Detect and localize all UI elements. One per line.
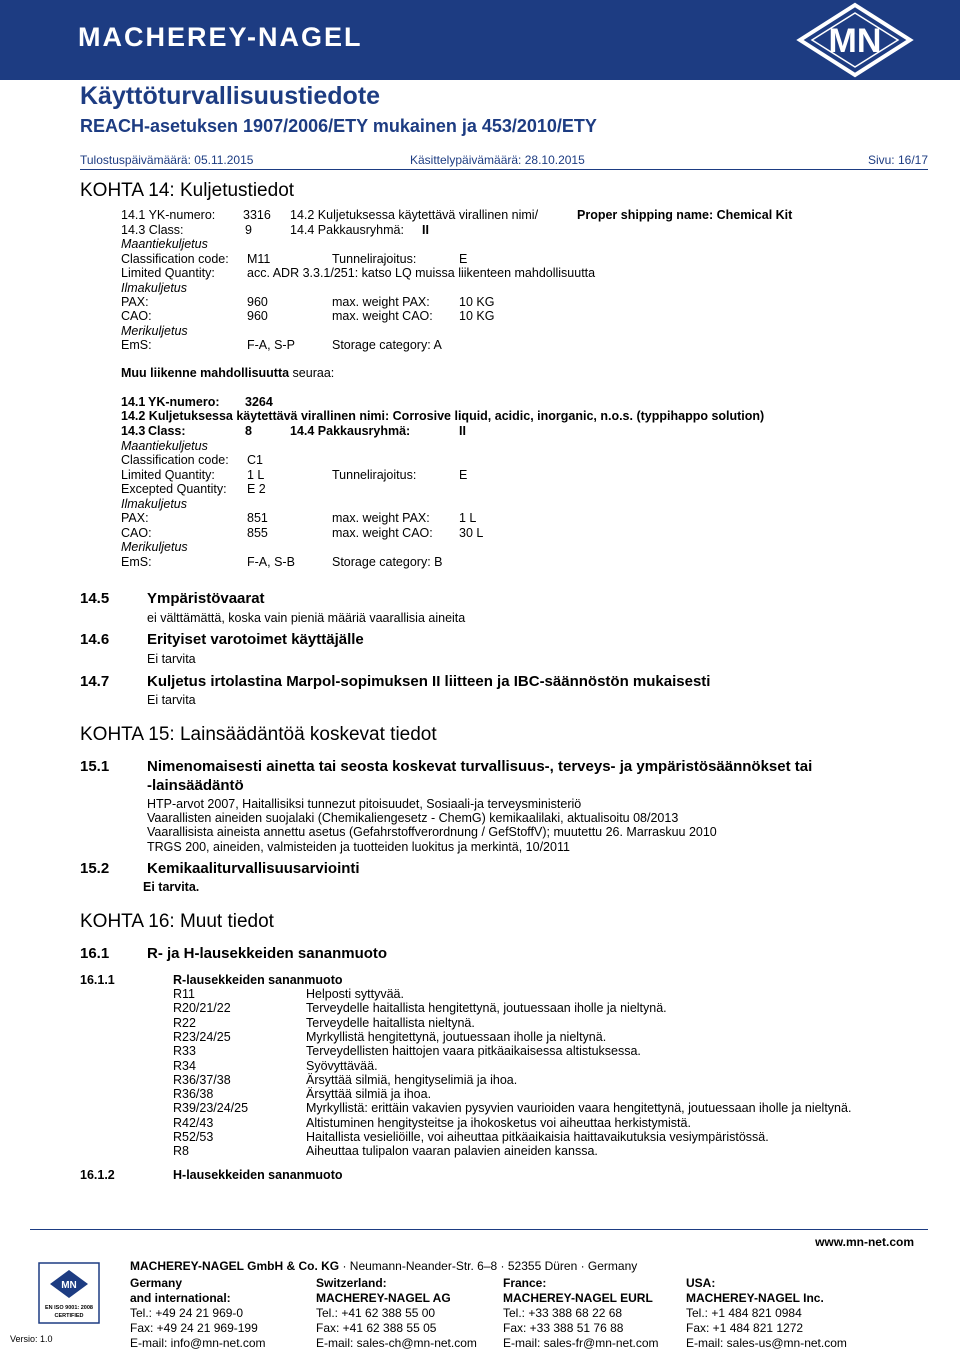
r-phrase-code: R42/43 bbox=[173, 1115, 214, 1130]
iso-certificate-icon bbox=[38, 1262, 100, 1324]
footer-contact-mail[interactable]: E-mail: sales-fr@mn-net.com bbox=[503, 1336, 659, 1350]
class-value: 9 bbox=[245, 223, 252, 237]
b2-mwpax-value: 1 L bbox=[459, 511, 477, 525]
cao-label: CAO: bbox=[121, 309, 152, 323]
shipping-name-label: 14.2 Kuljetuksessa käytettävä virallinen nimi/ bbox=[290, 208, 539, 222]
other-transport-bold: Muu liikenne mahdollisuutta bbox=[121, 366, 290, 380]
mn-logo-icon bbox=[790, 2, 920, 78]
pax-value: 960 bbox=[247, 295, 268, 309]
footer-contact-h2: MACHEREY-NAGEL AG bbox=[316, 1291, 451, 1305]
footer-contact-fax: Fax: +33 388 51 76 88 bbox=[503, 1321, 624, 1335]
section-14-heading: KOHTA 14: Kuljetustiedot bbox=[80, 180, 295, 201]
b2-pax-label: PAX: bbox=[121, 511, 149, 525]
regulation-line: Vaarallisista aineista annettu asetus (Gefahrstoffverordnung / GefStoffV); muutettu 26. Marraskuu 2010 bbox=[147, 825, 717, 839]
footer-contact-tel: Tel.: +1 484 821 0984 bbox=[686, 1306, 802, 1320]
b2-mwcao-label: max. weight CAO: bbox=[332, 526, 433, 540]
b2-cc-label: Classification code: bbox=[121, 453, 229, 467]
r-phrase-text: Altistuminen hengitysteitse ja ihokosketus voi aiheuttaa herkistymistä. bbox=[306, 1115, 691, 1130]
r-phrase-code: R23/24/25 bbox=[173, 1029, 231, 1044]
b2-ems-label: EmS: bbox=[121, 555, 152, 569]
limited-quantity-label: Limited Quantity: bbox=[121, 266, 215, 280]
s145-title: Ympäristövaarat bbox=[147, 590, 265, 607]
footer-website-link[interactable]: www.mn-net.com bbox=[815, 1235, 914, 1249]
s152-title: Kemikaaliturvallisuusarviointi bbox=[147, 860, 360, 877]
footer-contact-h2: MACHEREY-NAGEL EURL bbox=[503, 1291, 653, 1305]
s152-text: Ei tarvita. bbox=[143, 880, 200, 894]
un-number-value: 3316 bbox=[243, 208, 271, 222]
footer-contact-tel: Tel.: +33 388 68 22 68 bbox=[503, 1306, 623, 1320]
r-phrase-code: R36/38 bbox=[173, 1087, 214, 1102]
s151-title-line2: -lainsäädäntö bbox=[147, 777, 244, 794]
class-label: 14.3 Class: bbox=[121, 223, 184, 237]
s1611-title: R-lausekkeiden sananmuoto bbox=[173, 973, 343, 987]
iso-line1: EN ISO 9001: 2008 bbox=[44, 1305, 94, 1311]
s145-text: ei välttämättä, koska vain pieniä määriä vaarallisia aineita bbox=[147, 611, 466, 625]
document-subtitle: REACH-asetuksen 1907/2006/ETY mukainen ja 453/2010/ETY bbox=[80, 116, 597, 136]
print-date: Tulostuspäivämäärä: 05.11.2015 bbox=[80, 153, 254, 167]
b2-un-num-label: 14.1 bbox=[121, 395, 146, 409]
r-phrase-text: Syövyttävää. bbox=[306, 1058, 378, 1073]
road-transport-label: Maantiekuljetus bbox=[121, 237, 208, 251]
r-phrase-code: R33 bbox=[173, 1044, 196, 1059]
s1612-title: H-lausekkeiden sananmuoto bbox=[173, 1168, 343, 1182]
b2-lq-value: 1 L bbox=[247, 468, 265, 482]
r-phrase-text: Aiheuttaa tulipalon vaaran palavien aineiden kanssa. bbox=[306, 1144, 598, 1159]
other-transport-rest: seuraa: bbox=[289, 366, 335, 380]
footer-contact-h1: USA: bbox=[686, 1276, 716, 1290]
iso-line2: CERTIFIED bbox=[54, 1313, 84, 1319]
footer-contact-fax: Fax: +41 62 388 55 05 bbox=[316, 1321, 437, 1335]
header-rule bbox=[80, 169, 928, 170]
r-phrase-code: R22 bbox=[173, 1015, 196, 1030]
section-16-heading: KOHTA 16: Muut tiedot bbox=[80, 911, 274, 932]
b2-mwcao-value: 30 L bbox=[459, 526, 484, 540]
r-phrase-text: Ärsyttää silmiä, hengityselimiä ja ihoa. bbox=[306, 1072, 518, 1087]
r-phrase-text: Haitallista vesieliöille, voi aiheuttaa pitkäaikaisia haittavaikutuksia vesiympäristössä. bbox=[306, 1130, 769, 1144]
footer-company bbox=[130, 1259, 637, 1273]
max-weight-pax-value: 10 KG bbox=[459, 295, 495, 309]
ems-value: F-A, S-P bbox=[247, 338, 295, 352]
b2-cao-label: CAO: bbox=[121, 526, 152, 540]
s147-title: Kuljetus irtolastina Marpol-sopimuksen II liitteen ja IBC-säännöstön mukaisesti bbox=[147, 673, 711, 690]
b2-packing-label: 14.4 Pakkausryhmä: bbox=[290, 424, 411, 438]
air-transport-label: Ilmakuljetus bbox=[121, 281, 187, 295]
r-phrase-text: Terveydelle haitallista hengitettynä, joutuessaan iholle ja nieltynä. bbox=[306, 1001, 667, 1016]
s147-number: 14.7 bbox=[80, 673, 110, 690]
r-phrase-code: R11 bbox=[173, 987, 196, 1001]
max-weight-pax-label: max. weight PAX: bbox=[332, 295, 430, 309]
s1611-number: 16.1.1 bbox=[80, 973, 115, 987]
pax-label: PAX: bbox=[121, 295, 149, 309]
footer-contact-tel: Tel.: +41 62 388 55 00 bbox=[316, 1306, 436, 1320]
b2-un-value: 3264 bbox=[245, 395, 273, 409]
brand-name: MACHEREY-NAGEL bbox=[78, 22, 363, 52]
r-phrase-text: Terveydellisten haittojen vaara pitkäaikaisessa altistuksessa. bbox=[306, 1044, 641, 1059]
max-weight-cao-label: max. weight CAO: bbox=[332, 309, 433, 323]
regulation-line: Vaarallisten aineiden suojalaki (Chemikaliengesetz - ChemG) kemikaalilaki, aktualisoitu 08/2013 bbox=[147, 811, 679, 825]
page-number: Sivu: 16/17 bbox=[867, 153, 928, 167]
s145-number: 14.5 bbox=[80, 590, 110, 607]
s151-title-line1: Nimenomaisesti ainetta tai seosta koskevat turvallisuus-, terveys- ja ympäristösäännökset tai bbox=[147, 758, 813, 775]
shipping-name-value: Proper shipping name: Chemical Kit bbox=[577, 208, 793, 222]
s146-title: Erityiset varotoimet käyttäjälle bbox=[147, 631, 364, 648]
b2-air-label: Ilmakuljetus bbox=[121, 497, 187, 511]
processing-date: Käsittelypäivämäärä: 28.10.2015 bbox=[410, 153, 585, 167]
footer-contact-fax: Fax: +49 24 21 969-199 bbox=[130, 1321, 258, 1335]
document-title: Käyttöturvallisuustiedote bbox=[80, 82, 381, 110]
r-phrase-text: Helposti syttyvää. bbox=[306, 987, 404, 1001]
packing-group-value: II bbox=[422, 223, 429, 237]
classification-code-value: M11 bbox=[247, 252, 271, 266]
b2-cc-value: C1 bbox=[247, 453, 263, 467]
b2-un-label: YK-numero: bbox=[148, 395, 220, 409]
b2-class-label: Class: bbox=[148, 424, 186, 438]
footer-contact-h2: and international: bbox=[130, 1291, 231, 1305]
packing-group-label: 14.4 Pakkausryhmä: bbox=[290, 223, 404, 237]
b2-class-value: 8 bbox=[245, 424, 252, 438]
s146-text: Ei tarvita bbox=[147, 652, 196, 666]
b2-eq-value: E 2 bbox=[247, 482, 266, 496]
ems-label: EmS: bbox=[121, 338, 152, 352]
footer-contact-h1: Switzerland: bbox=[316, 1276, 387, 1290]
b2-road-label: Maantiekuljetus bbox=[121, 439, 208, 453]
r-phrase-code: R20/21/22 bbox=[173, 1001, 231, 1016]
footer-contact-mail[interactable]: E-mail: sales-ch@mn-net.com bbox=[316, 1336, 477, 1350]
r-phrase-code: R36/37/38 bbox=[173, 1072, 231, 1087]
s146-number: 14.6 bbox=[80, 631, 110, 648]
s152-number: 15.2 bbox=[80, 860, 110, 877]
section-15-heading: KOHTA 15: Lainsäädäntöä koskevat tiedot bbox=[80, 724, 437, 745]
version-label: Versio: 1.0 bbox=[10, 1334, 53, 1344]
footer-contact-h1: Germany bbox=[130, 1276, 183, 1290]
footer-rule bbox=[30, 1229, 928, 1230]
s161-number: 16.1 bbox=[80, 945, 110, 962]
storage-category: Storage category: A bbox=[332, 338, 442, 352]
b2-pax-value: 851 bbox=[247, 511, 268, 525]
b2-shipping-name: 14.2 Kuljetuksessa käytettävä virallinen nimi: Corrosive liquid, acidic, inorganic, n.o.s. (typpihappo solution) bbox=[121, 409, 765, 423]
b2-lq-label: Limited Quantity: bbox=[121, 468, 215, 482]
limited-quantity-value: acc. ADR 3.3.1/251: katso LQ muissa liikenteen mahdollisuutta bbox=[247, 266, 596, 280]
b2-tunnel-value: E bbox=[459, 468, 468, 482]
footer-contact-mail[interactable]: E-mail: sales-us@mn-net.com bbox=[686, 1336, 847, 1350]
b2-sea-label: Merikuljetus bbox=[121, 540, 188, 554]
sea-transport-label: Merikuljetus bbox=[121, 324, 188, 338]
footer-contact-h2: MACHEREY-NAGEL Inc. bbox=[686, 1291, 824, 1305]
un-number-label: 14.1 YK-numero: bbox=[121, 208, 216, 222]
r-phrase-code: R52/53 bbox=[173, 1130, 214, 1144]
logo-text: MN bbox=[828, 22, 882, 60]
max-weight-cao-value: 10 KG bbox=[459, 309, 495, 323]
footer-contact-mail[interactable]: E-mail: info@mn-net.com bbox=[130, 1336, 266, 1350]
regulation-line: HTP-arvot 2007, Haitallisiksi tunnezut pitoisuudet, Sosiaali-ja terveysministeriö bbox=[147, 797, 582, 811]
s147-text: Ei tarvita bbox=[147, 693, 196, 707]
classification-code-label: Classification code: bbox=[121, 252, 229, 266]
cao-value: 960 bbox=[247, 309, 268, 323]
s151-number: 15.1 bbox=[80, 758, 110, 775]
b2-mwpax-label: max. weight PAX: bbox=[332, 511, 430, 525]
footer-company-address: · Neumann-Neander-Str. 6–8 · 52355 Düren · Germany bbox=[339, 1259, 638, 1273]
b2-ems-value: F-A, S-B bbox=[247, 555, 295, 569]
r-phrase-text: Myrkyllistä: erittäin vakavien pysyvien vaurioiden vaara hengitettynä, joutuessaan iholle ja nieltynä. bbox=[306, 1101, 852, 1116]
footer-contact-h1: France: bbox=[503, 1276, 547, 1290]
footer-contact-tel: Tel.: +49 24 21 969-0 bbox=[130, 1306, 244, 1320]
b2-tunnel-label: Tunnelirajoitus: bbox=[332, 468, 417, 482]
iso-logo-text: MN bbox=[61, 1280, 77, 1291]
b2-eq-label: Excepted Quantity: bbox=[121, 482, 227, 496]
r-phrase-code: R8 bbox=[173, 1144, 189, 1159]
b2-class-num: 14.3 bbox=[121, 424, 146, 438]
s1612-number: 16.1.2 bbox=[80, 1168, 115, 1182]
other-transport-note bbox=[121, 366, 334, 380]
b2-cao-value: 855 bbox=[247, 526, 268, 540]
r-phrase-text: Ärsyttää silmiä ja ihoa. bbox=[306, 1087, 432, 1102]
r-phrase-code: R34 bbox=[173, 1058, 196, 1073]
r-phrase-text: Terveydelle haitallista nieltynä. bbox=[306, 1015, 475, 1030]
r-phrase-text: Myrkyllistä hengitettynä, joutuessaan iholle ja nieltynä. bbox=[306, 1029, 607, 1044]
b2-packing-value: II bbox=[459, 424, 466, 438]
footer-company-name: MACHEREY-NAGEL GmbH & Co. KG bbox=[130, 1259, 340, 1273]
b2-storage-category: Storage category: B bbox=[332, 555, 443, 569]
r-phrase-code: R39/23/24/25 bbox=[173, 1101, 249, 1116]
footer-contact-fax: Fax: +1 484 821 1272 bbox=[686, 1321, 804, 1335]
regulation-line: TRGS 200, aineiden, valmisteiden ja tuotteiden luokitus ja merkintä, 10/2011 bbox=[147, 840, 570, 854]
s161-title: R- ja H-lausekkeiden sananmuoto bbox=[147, 945, 388, 962]
tunnel-code-value: E bbox=[459, 252, 468, 266]
tunnel-code-label: Tunnelirajoitus: bbox=[332, 252, 417, 266]
